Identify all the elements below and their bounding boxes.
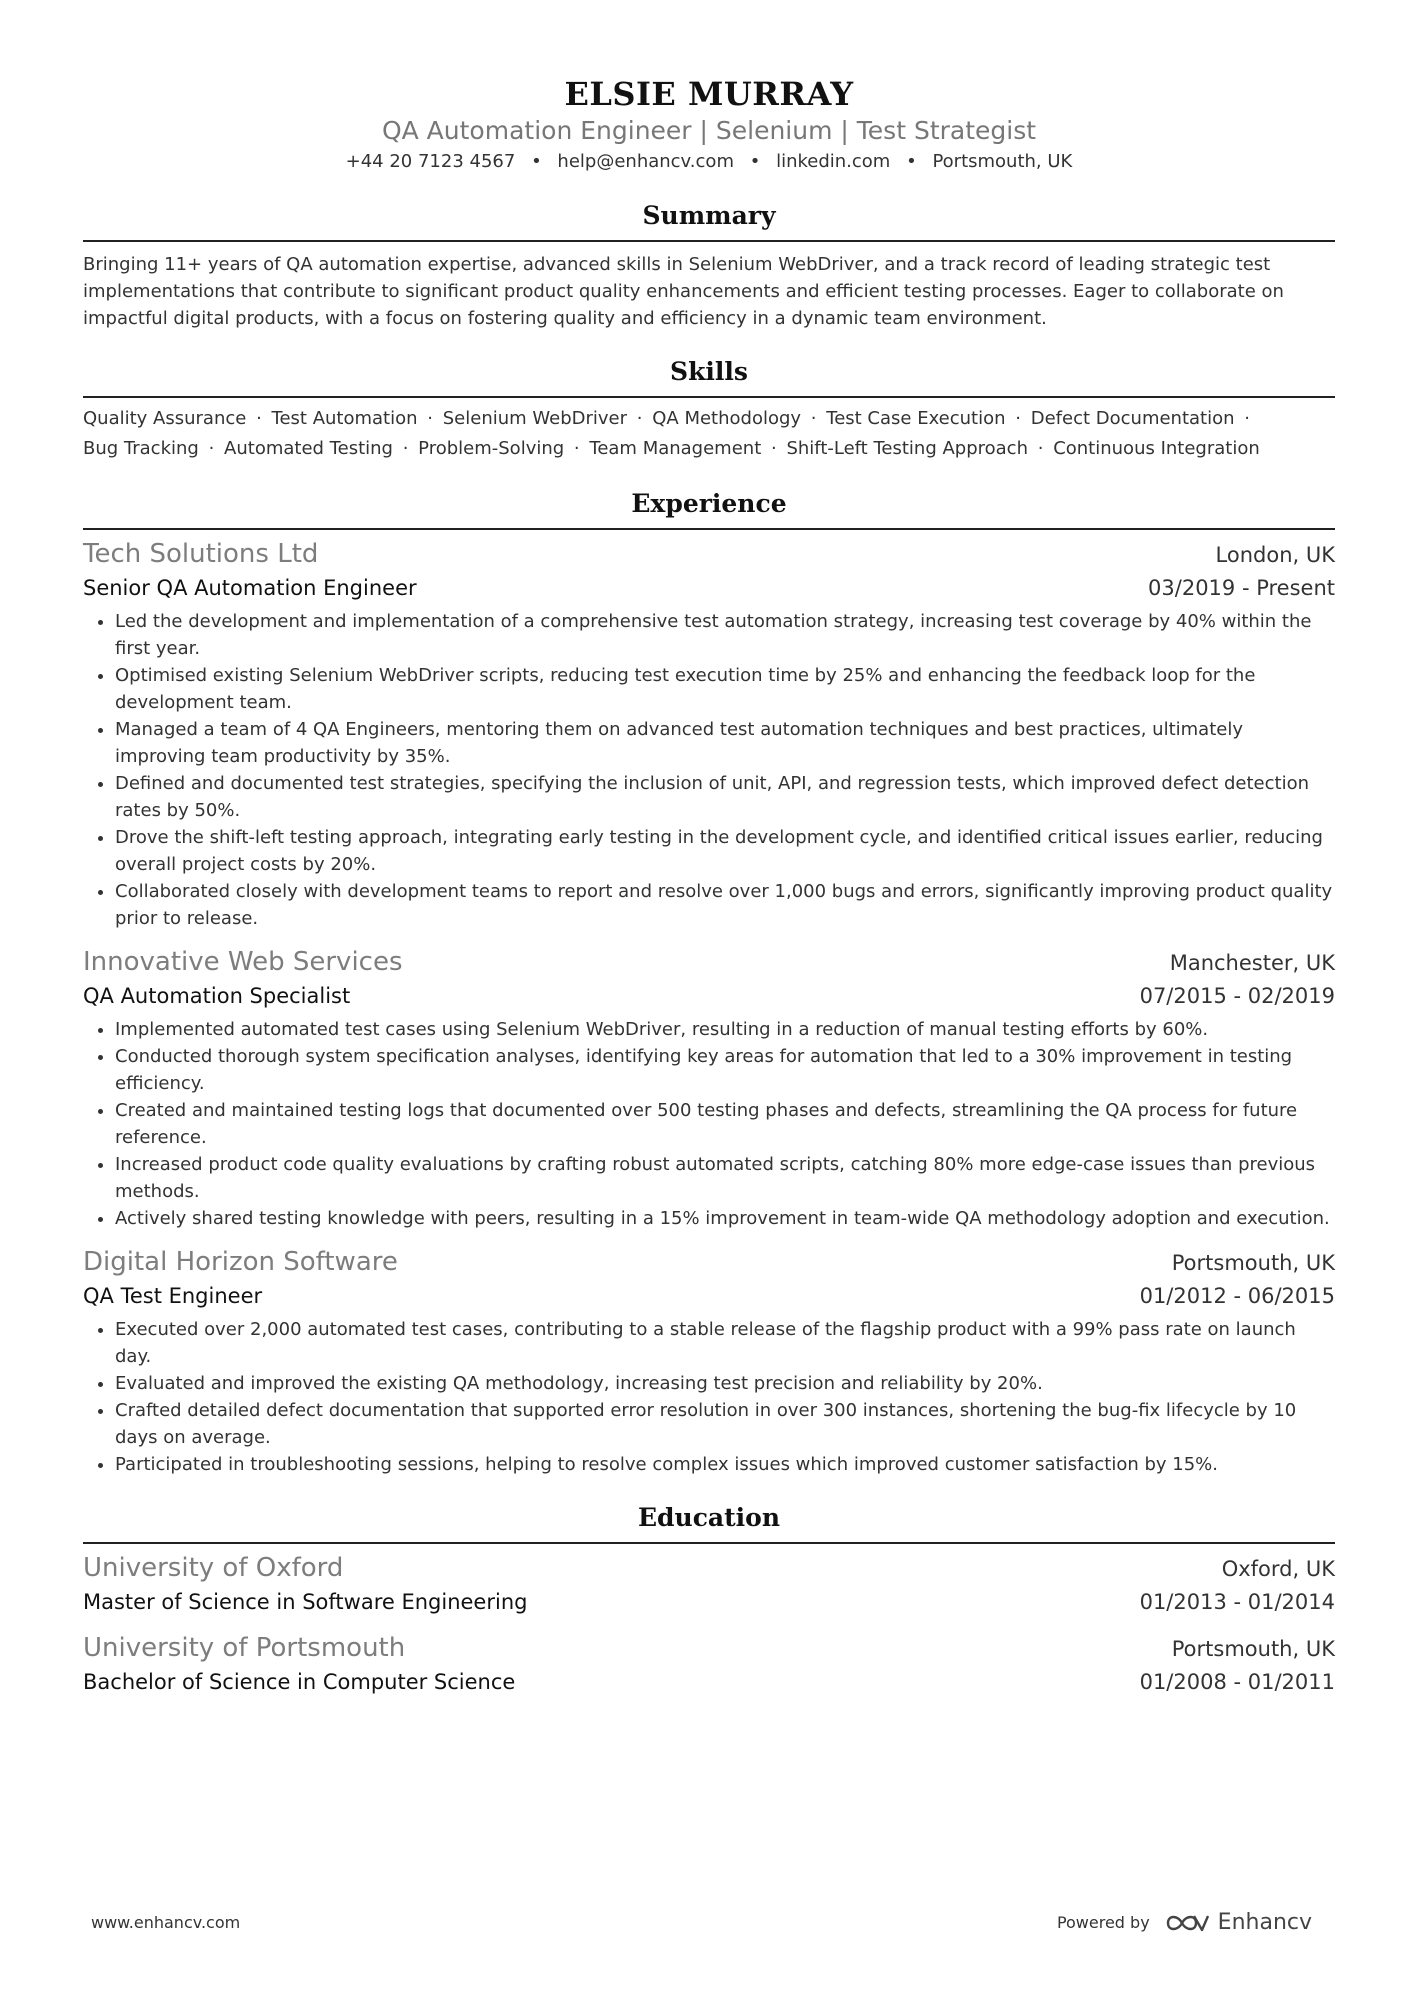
experience-header-row	[83, 944, 1335, 980]
skill-item: Defect Documentation	[1030, 408, 1235, 429]
email-link[interactable]: help@enhancv.com	[557, 151, 734, 172]
bullet-item: • Optimised existing Selenium WebDriver scripts, reducing test execution time by 25% and enhancing the feedback loop for the development team.	[115, 662, 1335, 716]
school-location: Oxford, UK	[1221, 1557, 1335, 1581]
skill-item: Test Automation	[271, 408, 418, 429]
skills-list	[83, 404, 1335, 464]
contact-separator: •	[749, 151, 761, 172]
skill-item: Automated Testing	[224, 438, 393, 459]
powered-by	[1057, 1910, 1312, 1935]
skill-separator: ·	[402, 438, 409, 459]
experience-entry	[83, 536, 1335, 932]
skill-item: Selenium WebDriver	[442, 408, 628, 429]
phone: +44 20 7123 4567	[345, 151, 516, 172]
brand-logo[interactable]	[1164, 1910, 1312, 1935]
bullet-item: • Increased product code quality evaluations by crafting robust automated scripts, catching 80% more edge-case issues than previous methods.	[115, 1151, 1335, 1205]
education-header-row	[83, 1550, 1335, 1586]
school-location: Portsmouth, UK	[1171, 1637, 1335, 1661]
education-dates: 01/2013 - 01/2014	[1139, 1590, 1335, 1614]
skill-item: Bug Tracking	[83, 438, 199, 459]
bullet-item: • Collaborated closely with development teams to report and resolve over 1,000 bugs and errors, significantly improving product quality prior to release.	[115, 878, 1335, 932]
bullet-item: • Led the development and implementation of a comprehensive test automation strategy, increasing test coverage by 40% within the first year.	[115, 608, 1335, 662]
experience-role-row	[83, 1280, 1335, 1312]
school-name: University of Portsmouth	[83, 1633, 406, 1663]
education-degree-row	[83, 1586, 1335, 1618]
bullet-item: • Implemented automated test cases using Selenium WebDriver, resulting in a reduction of manual testing efforts by 60%.	[115, 1016, 1335, 1043]
experience-role-row	[83, 980, 1335, 1012]
education-entry	[83, 1550, 1335, 1618]
summary-text: Bringing 11+ years of QA automation expertise, advanced skills in Selenium WebDriver, and a track record of leading strategic test implementations that contribute to significant product quality enhancements and efficient testing processes. Eager to collaborate on impactful digital products, with a focus on fostering quality and efficiency in a dynamic team environment.	[83, 254, 1284, 329]
job-bullets	[83, 1016, 1335, 1232]
skill-item: Test Case Execution	[826, 408, 1006, 429]
skill-item: QA Methodology	[652, 408, 802, 429]
company-name: Digital Horizon Software	[83, 1247, 398, 1277]
company-name: Tech Solutions Ltd	[83, 539, 319, 569]
bullet-item: • Managed a team of 4 QA Engineers, mentoring them on advanced test automation techniques and best practices, ultimately improving team productivity by 35%.	[115, 716, 1335, 770]
bullet-item: • Crafted detailed defect documentation that supported error resolution in over 300 instances, shortening the bug-fix lifecycle by 10 days on average.	[115, 1397, 1335, 1451]
experience-list	[83, 536, 1335, 1478]
linkedin-link[interactable]: linkedin.com	[776, 151, 891, 172]
brand-name: Enhancv	[1217, 1910, 1312, 1935]
job-title: QA Automation Specialist	[83, 984, 351, 1008]
experience-entry	[83, 1244, 1335, 1478]
skill-separator: ·	[573, 438, 580, 459]
contact-line	[83, 148, 1335, 176]
skill-separator: ·	[1037, 438, 1044, 459]
enhancv-logo-icon	[1164, 1911, 1210, 1935]
skill-separator: ·	[427, 408, 434, 429]
skill-separator: ·	[256, 408, 262, 429]
job-dates: 03/2019 - Present	[1148, 576, 1335, 600]
education-header-row	[83, 1630, 1335, 1666]
job-dates: 07/2015 - 02/2019	[1139, 984, 1335, 1008]
education-section	[83, 1500, 1335, 1698]
summary-section	[83, 198, 1335, 332]
degree: Bachelor of Science in Computer Science	[83, 1670, 516, 1694]
job-bullets	[83, 1316, 1335, 1478]
location: Portsmouth, UK	[932, 151, 1073, 172]
skill-separator: ·	[771, 438, 777, 459]
skill-separator: ·	[1244, 408, 1251, 429]
section-title-education: Education	[83, 1500, 1335, 1544]
skill-item: Continuous Integration	[1053, 438, 1260, 459]
job-dates: 01/2012 - 06/2015	[1139, 1284, 1335, 1308]
skill-item: Quality Assurance	[83, 408, 247, 429]
experience-header-row	[83, 536, 1335, 572]
contact-separator: •	[531, 151, 542, 172]
job-location: Manchester, UK	[1169, 951, 1335, 975]
company-name: Innovative Web Services	[83, 947, 403, 977]
job-location: London, UK	[1215, 543, 1335, 567]
bullet-item: • Created and maintained testing logs that documented over 500 testing phases and defects, streamlining the QA process for future reference.	[115, 1097, 1335, 1151]
bullet-item: • Actively shared testing knowledge with peers, resulting in a 15% improvement in team-wide QA methodology adoption and execution.	[115, 1205, 1335, 1232]
page-footer	[91, 1910, 1312, 1935]
section-title-experience: Experience	[83, 486, 1335, 530]
resume-header	[83, 74, 1335, 176]
skill-separator: ·	[636, 408, 643, 429]
skills-section	[83, 354, 1335, 464]
resume-page	[83, 74, 1335, 1698]
experience-header-row	[83, 1244, 1335, 1280]
job-location: Portsmouth, UK	[1171, 1251, 1335, 1275]
education-degree-row	[83, 1666, 1335, 1698]
education-entry	[83, 1630, 1335, 1698]
bullet-item: • Participated in troubleshooting sessions, helping to resolve complex issues which improved customer satisfaction by 15%.	[115, 1451, 1335, 1478]
job-title: QA Test Engineer	[83, 1284, 263, 1308]
education-list	[83, 1550, 1335, 1698]
skill-separator: ·	[1015, 408, 1022, 429]
experience-section	[83, 486, 1335, 1478]
candidate-headline: QA Automation Engineer | Selenium | Test Strategist	[381, 116, 1037, 145]
bullet-item: • Executed over 2,000 automated test cases, contributing to a stable release of the flagship product with a 99% pass rate on launch day.	[115, 1316, 1335, 1370]
education-dates: 01/2008 - 01/2011	[1139, 1670, 1335, 1694]
experience-entry	[83, 944, 1335, 1232]
website-link[interactable]: www.enhancv.com	[91, 1913, 241, 1932]
bullet-item: • Evaluated and improved the existing QA methodology, increasing test precision and reliability by 20%.	[115, 1370, 1335, 1397]
job-bullets	[83, 608, 1335, 932]
job-title: Senior QA Automation Engineer	[83, 576, 417, 600]
skill-item: Team Management	[589, 438, 762, 459]
skill-separator: ·	[810, 408, 817, 429]
bullet-item: • Defined and documented test strategies, specifying the inclusion of unit, API, and regression tests, which improved defect detection rates by 50%.	[115, 770, 1335, 824]
skill-separator: ·	[208, 438, 215, 459]
contact-separator: •	[906, 151, 917, 172]
school-name: University of Oxford	[83, 1553, 344, 1583]
section-title-skills: Skills	[83, 354, 1335, 398]
skill-item: Shift-Left Testing Approach	[786, 438, 1028, 459]
candidate-name: ELSIE MURRAY	[564, 75, 854, 113]
bullet-item: • Drove the shift-left testing approach, integrating early testing in the development cycle, and identified critical issues earlier, reducing overall project costs by 20%.	[115, 824, 1335, 878]
powered-by-label: Powered by	[1056, 1913, 1150, 1932]
skill-item: Problem-Solving	[418, 438, 565, 459]
experience-role-row	[83, 572, 1335, 604]
degree: Master of Science in Software Engineering	[83, 1590, 528, 1614]
section-title-summary: Summary	[83, 198, 1335, 242]
bullet-item: • Conducted thorough system specification analyses, identifying key areas for automation that led to a 30% improvement in testing efficiency.	[115, 1043, 1335, 1097]
